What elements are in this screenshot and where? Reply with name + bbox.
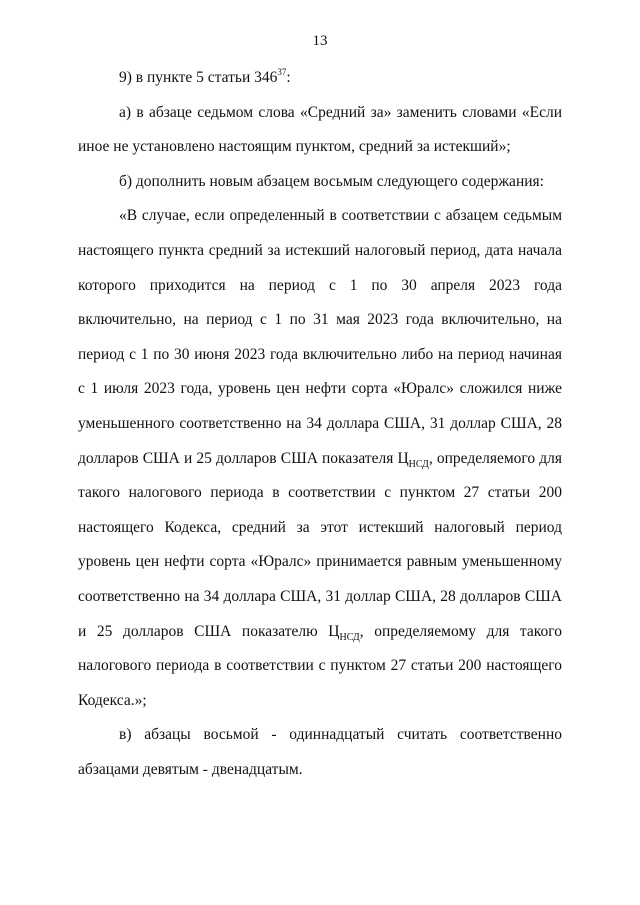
nsd-subscript-2: НСД	[339, 631, 360, 643]
item-9-suffix: :	[286, 69, 291, 86]
amendment-item-9	[78, 61, 562, 96]
page-number: 13	[312, 33, 328, 49]
quote-text-part2: , определяемого для такого налогового периода в соответствии с пунктом 27 статьи 200 настоящего Кодекса, средний за этот истекший налоговый период уровень цен нефти сорта «Юралс» принимается равным уменьшенному соответственно на 34 доллара США, 31 доллар США, 28 долларов США и 25 долларов США показателю Ц	[78, 449, 562, 640]
quote-text-part1: «В случае, если определенный в соответствии с абзацем седьмым настоящего пункта средний за истекший налоговый период, дата начала которого приходится на период с 1 по 30 апреля 2023 года включительно, на период с 1 по 31 мая 2023 года включительно, на период с 1 по 30 июня 2023 года включительно либо на период начиная с 1 июля 2023 года, уровень цен нефти сорта «Юралс» сложился ниже уменьшенного соответственно на 34 доллара США, 31 доллар США, 28 долларов США и 25 долларов США показателя Ц	[78, 207, 562, 467]
document-body	[78, 61, 562, 787]
quoted-paragraph	[78, 199, 562, 718]
article-superscript: 37	[277, 66, 287, 77]
item-9-label: 9) в пункте 5 статьи 346	[119, 69, 278, 86]
amendment-subitem-b: б) дополнить новым абзацем восьмым следующего содержания:	[119, 172, 544, 190]
nsd-subscript-1: НСД	[408, 458, 429, 470]
quote-text-part3: , определяемому для такого налогового периода в соответствии с пунктом 27 статьи 200 настоящего Кодекса.»;	[78, 622, 562, 709]
amendment-subitem-a: а) в абзаце седьмом слова «Средний за» заменить словами «Если иное не установлено настоящим пунктом, средний за истекший»;	[78, 103, 562, 156]
amendment-subitem-v: в) абзацы восьмой - одиннадцатый считать соответственно абзацами девятым - двенадцатым.	[78, 726, 562, 778]
